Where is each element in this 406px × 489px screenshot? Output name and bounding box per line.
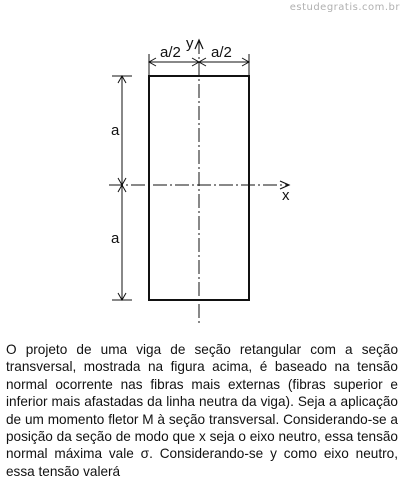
question-text: O projeto de uma viga de seção retangular com a seção transversal, mostrada na figura acima, é baseado na tensão normal ocorrente nas fibras mais externas (fibras superior e inferior mais afastadas da linha neutra da viga). Seja a aplicação de um momento fletor M à seção transversal. Considerando-se a posição da seção de modo que x seja o eixo neutro, essa tensão normal máxima vale σ. Considerando-se y como eixo neutro, essa tensão valerá xyxy=(6,342,398,479)
label-x-axis: x xyxy=(282,187,290,204)
label-a-bottom: a xyxy=(111,230,120,247)
label-a-top: a xyxy=(111,122,120,139)
label-y-axis: y xyxy=(186,35,194,52)
label-half-width-right: a/2 xyxy=(211,44,232,61)
label-half-width-left: a/2 xyxy=(160,44,181,61)
site-watermark: estudegratis.com.br xyxy=(289,2,400,13)
